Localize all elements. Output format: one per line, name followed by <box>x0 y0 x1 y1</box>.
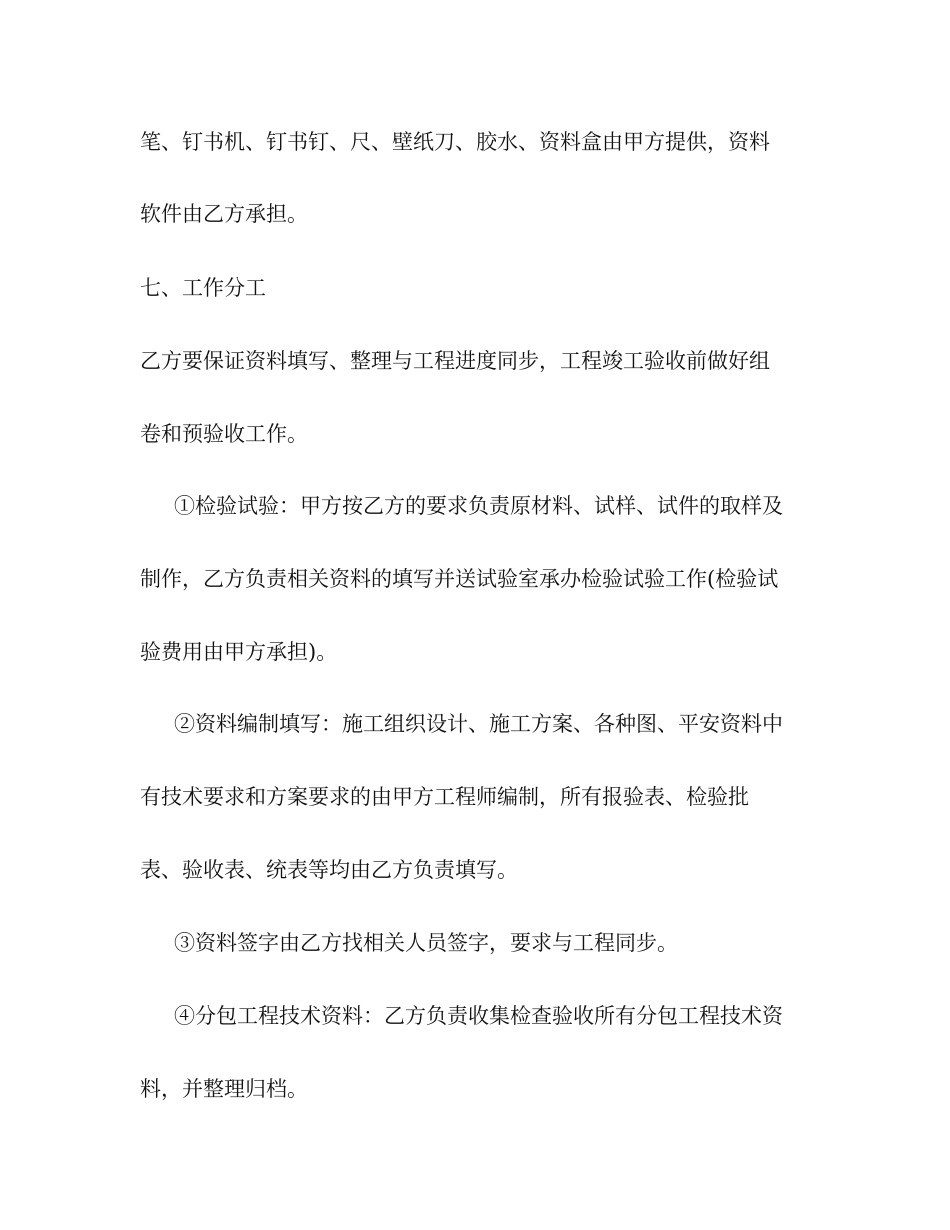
list-item-1: ①检验试验：甲方按乙方的要求负责原材料、试样、试件的取样及 <box>174 494 783 518</box>
paragraph-line: 软件由乙方承担。 <box>140 202 308 226</box>
section-heading: 七、工作分工 <box>140 276 266 300</box>
paragraph-line: 笔、钉书机、钉书钉、尺、壁纸刀、胶水、资料盒由甲方提供，资料 <box>140 130 770 154</box>
paragraph-line: 验费用由甲方承担)。 <box>140 640 338 664</box>
paragraph-line: 卷和预验收工作。 <box>140 422 308 446</box>
paragraph-line: 制作，乙方负责相关资料的填写并送试验室承办检验试验工作(检验试 <box>140 567 779 591</box>
paragraph-line: 料，并整理归档。 <box>140 1077 308 1101</box>
list-item-2: ②资料编制填写：施工组织设计、施工方案、各种图、平安资料中 <box>174 712 783 736</box>
paragraph-line: 乙方要保证资料填写、整理与工程进度同步，工程竣工验收前做好组 <box>140 349 770 373</box>
list-item-4: ④分包工程技术资料：乙方负责收集检查验收所有分包工程技术资 <box>174 1004 783 1028</box>
paragraph-line: 表、验收表、统表等均由乙方负责填写。 <box>140 858 518 882</box>
list-item-3: ③资料签字由乙方找相关人员签字，要求与工程同步。 <box>174 931 678 955</box>
paragraph-line: 有技术要求和方案要求的由甲方工程师编制，所有报验表、检验批 <box>140 785 749 809</box>
